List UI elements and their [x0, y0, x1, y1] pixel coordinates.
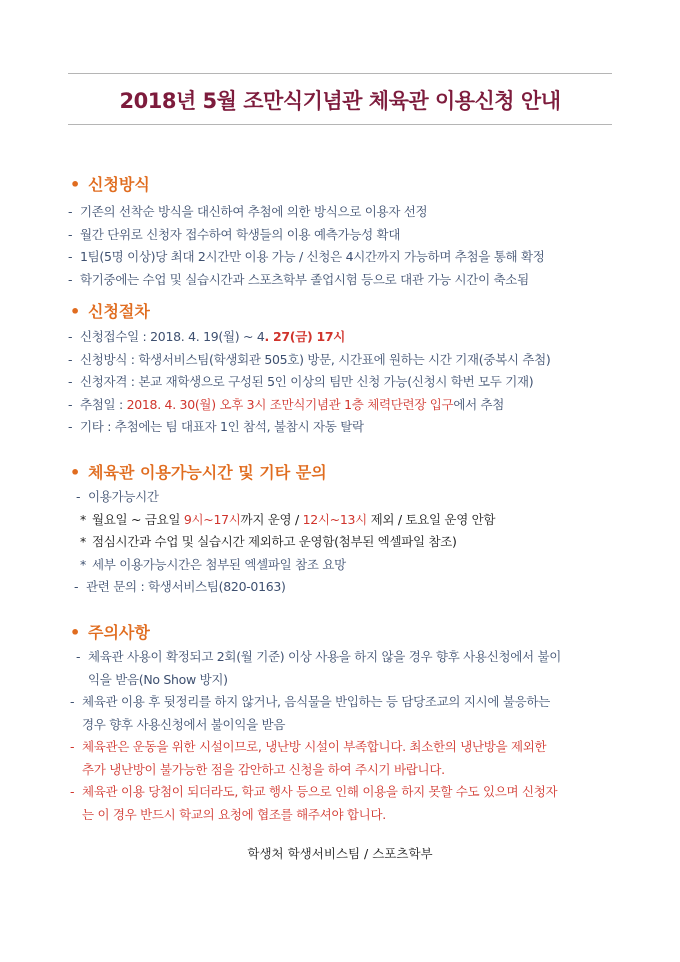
list-item: - 추첨일 : 2018. 4. 30(월) 오후 3시 조만식기념관 1층 체력단련장 입구에서 추첨 [68, 396, 505, 412]
list-item: * 월요일 ~ 금요일 9시~17시까지 운영 / 12시~13시 제외 / 토요일 운영 안함 [80, 511, 496, 527]
list-item: - 신청방식 : 학생서비스팀(학생회관 505호) 방문, 시간표에 원하는 시간 기재(중복시 추첨) [68, 351, 551, 367]
list-item: * 세부 이용가능시간은 첨부된 엑셀파일 참조 요망 [80, 556, 346, 572]
list-item: - 체육관 사용이 확정되고 2회(월 기준) 이상 사용을 하지 않을 경우 향후 사용신청에서 불이 [76, 649, 562, 664]
list-item: - 기타 : 추첨에는 팀 대표자 1인 참석, 불참시 자동 탈락 [68, 419, 364, 434]
list-item: * 점심시간과 수업 및 실습시간 제외하고 운영함(첨부된 엑셀파일 참조) [80, 534, 457, 549]
section-heading [68, 172, 628, 198]
section-heading-label: 신청방식 [88, 175, 150, 194]
bullet-icon: • [70, 623, 81, 642]
title-top-rule [68, 73, 612, 74]
list-item: - 관련 문의 : 학생서비스팀(820-0163) [74, 579, 286, 594]
section-application-method [68, 172, 628, 291]
list-item: - 신청접수일 : 2018. 4. 19(월) ~ 4. 27(금) 17시 [68, 329, 346, 344]
section-heading-label: 체육관 이용가능시간 및 기타 문의 [88, 463, 327, 482]
list-item: - 체육관 이용 당첨이 되더라도, 학교 행사 등으로 인해 이용을 하지 못할 수도 있으며 신청자 [70, 784, 558, 799]
section-available-hours [68, 460, 628, 599]
section-heading-label: 신청절차 [88, 302, 150, 321]
list-item: - 신청자격 : 본교 재학생으로 구성된 5인 이상의 팀만 신청 가능(신청시 학번 모두 기재) [68, 374, 534, 389]
list-item-continuation: 경우 향후 사용신청에서 불이익을 받음 [82, 716, 286, 732]
list-item: - 체육관 이용 후 뒷정리를 하지 않거나, 음식물을 반입하는 등 담당조교의 지시에 불응하는 [70, 694, 550, 709]
section-heading-label: 주의사항 [88, 623, 150, 642]
page-title: 2018년 5월 조만식기념관 체육관 이용신청 안내 [119, 89, 561, 113]
footer-department: 학생처 학생서비스팀 / 스포츠학부 [247, 846, 433, 861]
list-item: - 이용가능시간 [76, 489, 159, 504]
section-heading [68, 460, 628, 486]
bullet-icon: • [70, 463, 81, 482]
title-bottom-rule [68, 124, 612, 125]
bullet-icon: • [70, 302, 81, 321]
list-item: - 체육관은 운동을 위한 시설이므로, 냉난방 시설이 부족합니다. 최소한의 냉난방을 제외한 [70, 739, 547, 754]
section-application-procedure [68, 299, 628, 439]
section-precautions [68, 620, 628, 826]
bullet-icon: • [70, 175, 81, 194]
list-item: - 학기중에는 수업 및 실습시간과 스포츠학부 졸업시험 등으로 대관 가능 시간이 축소됨 [68, 271, 529, 287]
list-item-continuation: 추가 냉난방이 불가능한 점을 감안하고 신청을 하여 주시기 바랍니다. [82, 761, 445, 777]
list-item: - 월간 단위로 신청자 접수하여 학생들의 이용 예측가능성 확대 [68, 226, 401, 242]
list-item-continuation: 익을 받음(No Show 방지) [88, 671, 228, 687]
list-item: - 기존의 선착순 방식을 대신하여 추첨에 의한 방식으로 이용자 선정 [68, 204, 428, 219]
section-heading [68, 299, 628, 325]
section-heading [68, 620, 628, 646]
list-item-continuation: 는 이 경우 반드시 학교의 요청에 협조를 해주셔야 합니다. [82, 806, 386, 822]
list-item: - 1팀(5명 이상)당 최대 2시간만 이용 가능 / 신청은 4시간까지 가능하며 추첨을 통해 확정 [68, 249, 545, 264]
